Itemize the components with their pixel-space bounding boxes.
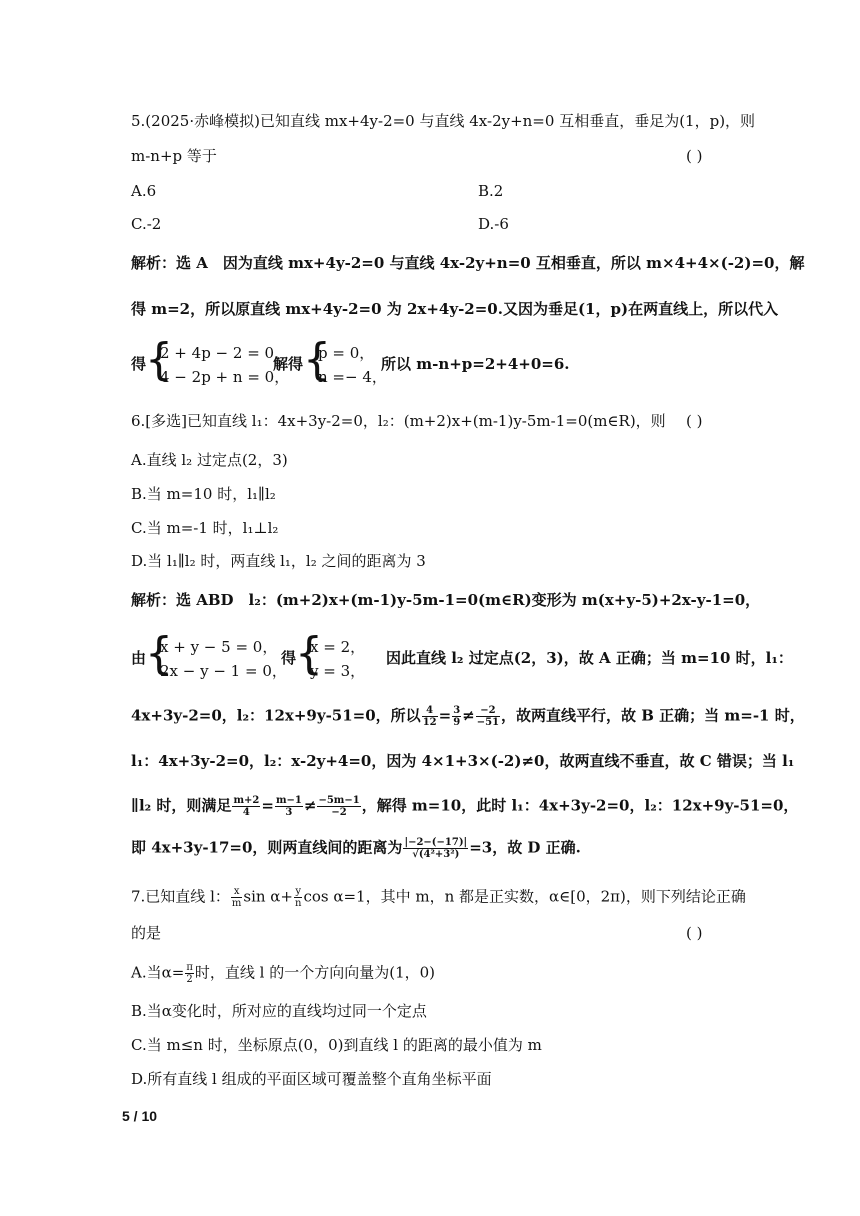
q6-systemB-eq1: x = 2， — [310, 638, 366, 656]
q7-option-a-head: A.当α= — [131, 963, 185, 982]
q7-stem-line1 — [131, 886, 746, 909]
q6-option-d: D.当 l₁∥l₂ 时，两直线 l₁，l₂ 之间的距离为 3 — [131, 552, 426, 570]
q5-brace-1: { — [145, 334, 173, 385]
fraction-numerator: m−1 — [275, 795, 302, 806]
fraction-numerator: −5m−1 — [318, 795, 360, 806]
q5-stem-line2: m-n+p 等于 — [131, 147, 217, 165]
fraction-denominator: 2 — [186, 974, 193, 985]
q6-solution-line3 — [131, 705, 805, 728]
q6-option-c: C.当 m=-1 时，l₁⊥l₂ — [131, 519, 279, 537]
q5-answer-bracket: ( ) — [686, 147, 703, 165]
fraction-neg2-neg51 — [476, 705, 500, 728]
q6-option-a: A.直线 l₂ 过定点(2，3) — [131, 451, 288, 469]
q6-solution-line6-head: 即 4x+3y-17=0，则两直线间的距离为 — [131, 838, 403, 857]
q5-solution-jiede: 解得 — [273, 355, 304, 373]
fraction-4-12 — [422, 705, 438, 728]
fraction-5m1-2 — [317, 795, 360, 818]
fraction-denominator: 9 — [453, 717, 461, 728]
q5-solution-line1: 解析：选 A 因为直线 mx+4y-2=0 与直线 4x-2y+n=0 互相垂直，所以 m×4+4×(-2)=0，解 — [131, 254, 805, 272]
q6-solution-line3-tail: ，故两直线平行，故 B 正确；当 m=-1 时， — [501, 706, 805, 725]
q6-option-b: B.当 m=10 时，l₁∥l₂ — [131, 485, 276, 503]
fraction-denominator: 12 — [422, 717, 437, 728]
q6-solution-line6 — [131, 837, 581, 860]
q6-brace-2: { — [295, 628, 323, 679]
q6-systemA-eq2: 2x − y − 1 = 0， — [160, 662, 287, 680]
q7-option-d: D.所有直线 l 组成的平面区域可覆盖整个直角坐标平面 — [131, 1070, 492, 1088]
q5-option-b: B.2 — [478, 182, 504, 200]
fraction-numerator: 3 — [453, 705, 461, 716]
q6-solution-line4: l₁：4x+3y-2=0，l₂：x-2y+4=0，因为 4×1+3×(-2)≠0，故两直线不垂直，故 C 错误；当 l₁ — [131, 752, 795, 770]
fraction-numerator: 4 — [422, 705, 438, 717]
fraction-denominator: √(4²+3²) — [412, 849, 460, 860]
q5-option-d: D.-6 — [478, 215, 509, 233]
not-equal-sign: ≠ — [462, 706, 475, 725]
q5-solution-line2: 得 m=2，所以原直线 mx+4y-2=0 为 2x+4y-2=0.又因为垂足(1，p)在两直线上，所以代入 — [131, 300, 779, 318]
q7-stem-head: 7.已知直线 l： — [131, 887, 230, 906]
q7-stem-mid: sin α+ — [243, 887, 293, 906]
q7-stem-line2: 的是 — [131, 924, 162, 942]
q6-solution-line5-head: ∥l₂ 时，则满足 — [131, 796, 232, 815]
q5-system1-eq2: 4 − 2p + n = 0， — [160, 368, 290, 386]
fraction-numerator: x — [231, 886, 242, 898]
fraction-distance — [403, 837, 468, 860]
fraction-numerator: y — [295, 886, 302, 897]
fraction-numerator: |−2−(−17)| — [404, 837, 468, 848]
not-equal-sign: ≠ — [303, 796, 317, 815]
q7-option-a — [131, 962, 435, 985]
q6-answer-bracket: ( ) — [686, 412, 703, 430]
q6-stem-line1: 6.[多选]已知直线 l₁：4x+3y-2=0，l₂：(m+2)x+(m-1)y-5m-1=0(m∈R)，则 — [131, 412, 666, 430]
fraction-numerator: m+2 — [233, 795, 260, 806]
equals-sign: = — [261, 796, 274, 815]
fraction-denominator: n — [295, 898, 302, 909]
q6-systemA-eq1: x + y − 5 = 0， — [160, 638, 278, 656]
fraction-numerator: −2 — [476, 705, 500, 717]
q6-solution-line3-head: 4x+3y-2=0，l₂：12x+9y-51=0，所以 — [131, 706, 421, 725]
fraction-denominator: 3 — [285, 807, 293, 818]
q6-solution-you: 由 — [131, 649, 147, 667]
q6-solution-de: 得 — [281, 649, 297, 667]
equals-sign: = — [438, 706, 452, 725]
fraction-m2-4 — [232, 795, 260, 818]
q7-option-a-tail: 时，直线 l 的一个方向向量为(1，0) — [194, 963, 436, 982]
q6-solution-line2-tail: 因此直线 l₂ 过定点(2，3)，故 A 正确；当 m=10 时，l₁： — [386, 649, 793, 667]
fraction-denominator: 4 — [242, 807, 250, 818]
q6-systemB-eq2: y = 3， — [310, 662, 366, 680]
fraction-3-9 — [452, 705, 461, 728]
q5-solution-de: 得 — [131, 355, 147, 373]
q5-solution-result: 所以 m-n+p=2+4+0=6. — [381, 355, 570, 373]
q5-brace-2: { — [303, 334, 331, 385]
fraction-numerator: π — [186, 962, 193, 973]
q6-solution-line5 — [131, 795, 798, 818]
q6-solution-line5-tail: ，解得 m=10，此时 l₁：4x+3y-2=0，l₂：12x+9y-51=0， — [361, 796, 799, 815]
page-number: 5 / 10 — [122, 1108, 158, 1124]
q5-system1-eq1: 2 + 4p − 2 = 0， — [160, 344, 290, 362]
fraction-denominator: −2 — [331, 807, 347, 818]
q5-system2-eq2: n =− 4， — [318, 368, 387, 386]
fraction-pi-2 — [185, 962, 194, 985]
fraction-y-n — [294, 886, 302, 909]
q5-option-a: A.6 — [131, 182, 157, 200]
q7-option-b: B.当α变化时，所对应的直线均过同一个定点 — [131, 1002, 427, 1020]
fraction-denominator: −51 — [476, 717, 500, 728]
fraction-denominator: m — [231, 898, 242, 909]
q7-stem-tail: cos α=1，其中 m，n 都是正实数，α∈[0，2π)，则下列结论正确 — [303, 887, 746, 906]
fraction-x-m — [231, 886, 242, 909]
q6-solution-line1: 解析：选 ABD l₂：(m+2)x+(m-1)y-5m-1=0(m∈R)变形为 m(x+y-5)+2x-y-1=0， — [131, 591, 761, 609]
q7-option-c: C.当 m≤n 时，坐标原点(0，0)到直线 l 的距离的最小值为 m — [131, 1036, 542, 1054]
q7-answer-bracket: ( ) — [686, 924, 703, 942]
q5-option-c: C.-2 — [131, 215, 162, 233]
fraction-m1-3 — [275, 795, 303, 818]
q6-brace-1: { — [145, 628, 173, 679]
q5-stem-line1: 5.(2025·赤峰模拟)已知直线 mx+4y-2=0 与直线 4x-2y+n=0 互相垂直，垂足为(1，p)，则 — [131, 112, 756, 130]
q5-system2-eq1: p = 0， — [318, 344, 375, 362]
q6-solution-line6-tail: =3，故 D 正确. — [469, 838, 581, 857]
